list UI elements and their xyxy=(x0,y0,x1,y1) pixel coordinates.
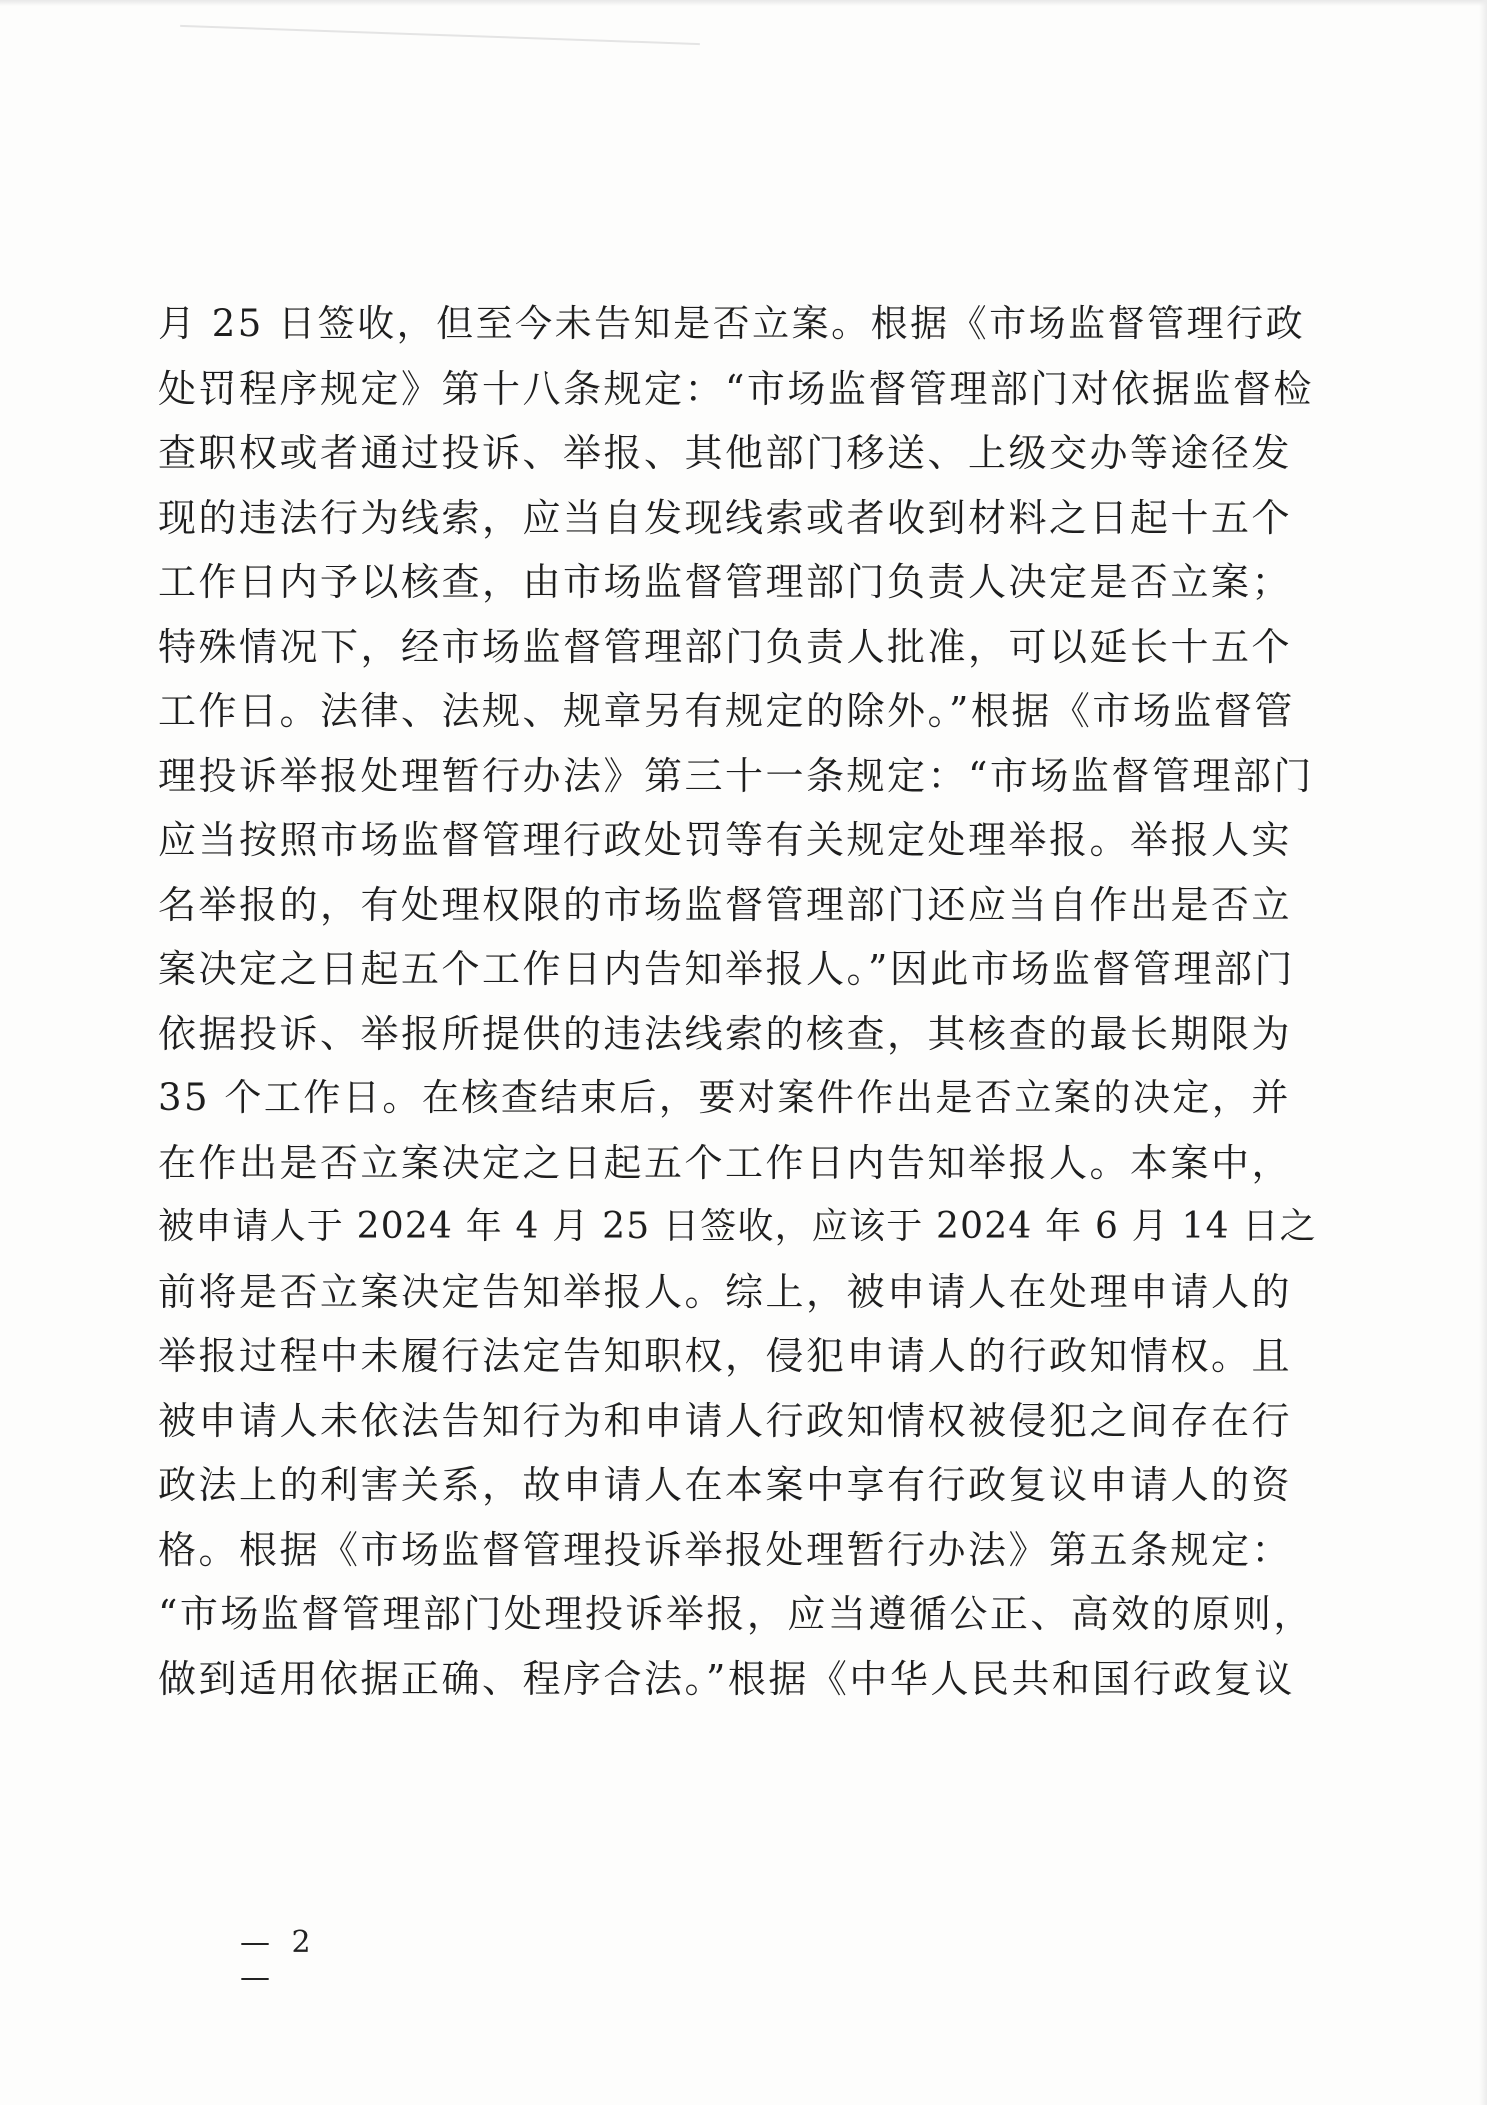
text-line: 依据投诉、举报所提供的违法线索的核查，其核查的最长期限为 xyxy=(158,1011,1293,1056)
text-line: 格。根据《市场监督管理投诉举报处理暂行办法》第五条规定： xyxy=(158,1527,1293,1572)
text-line: 查职权或者通过投诉、举报、其他部门移送、上级交办等途径发 xyxy=(158,431,1293,475)
text-line: 月 25 日签收，但至今未告知是否立案。根据《市场监督管理行政 xyxy=(158,302,1306,345)
text-line: 被申请人于 2024 年 4 月 25 日签收，应该于 2024 年 6 月 14 日之 xyxy=(158,1206,1317,1247)
body-text xyxy=(158,292,1318,1711)
text-line: “市场监督管理部门处理投诉举报，应当遵循公正、高效的原则， xyxy=(158,1592,1314,1636)
text-line: 前将是否立案决定告知举报人。综上，被申请人在处理申请人的 xyxy=(158,1269,1293,1314)
text-line: 名举报的，有处理权限的市场监督管理部门还应当自作出是否立 xyxy=(158,882,1293,927)
text-line: 举报过程中未履行法定告知职权，侵犯申请人的行政知情权。且 xyxy=(158,1334,1293,1378)
text-line: 特殊情况下，经市场监督管理部门负责人批准，可以延长十五个 xyxy=(158,624,1293,669)
text-line: 理投诉举报处理暂行办法》第三十一条规定：“市场监督管理部门 xyxy=(158,753,1314,798)
text-line: 现的违法行为线索，应当自发现线索或者收到材料之日起十五个 xyxy=(158,495,1293,540)
page-number: — 2 — xyxy=(240,1925,317,1995)
text-line: 工作日内予以核查，由市场监督管理部门负责人决定是否立案； xyxy=(158,560,1293,604)
text-line: 做到适用依据正确、程序合法。”根据《中华人民共和国行政复议 xyxy=(158,1656,1295,1701)
text-line: 35 个工作日。在核查结束后，要对案件作出是否立案的决定，并 xyxy=(158,1076,1291,1119)
text-line: 政法上的利害关系，故申请人在本案中享有行政复议申请人的资 xyxy=(158,1463,1293,1507)
text-line: 在作出是否立案决定之日起五个工作日内告知举报人。本案中， xyxy=(158,1140,1293,1185)
text-line: 案决定之日起五个工作日内告知举报人。”因此市场监督管理部门 xyxy=(158,947,1295,991)
scan-edge-top xyxy=(0,0,1487,6)
text-line: 工作日。法律、法规、规章另有规定的除外。”根据《市场监督管 xyxy=(158,689,1295,733)
text-line: 被申请人未依法告知行为和申请人行政知情权被侵犯之间存在行 xyxy=(158,1398,1293,1443)
scan-streak xyxy=(180,25,700,45)
text-line: 应当按照市场监督管理行政处罚等有关规定处理举报。举报人实 xyxy=(158,818,1293,862)
scan-edge-right xyxy=(1479,0,1487,2105)
text-line: 处罚程序规定》第十八条规定：“市场监督管理部门对依据监督检 xyxy=(158,366,1314,411)
